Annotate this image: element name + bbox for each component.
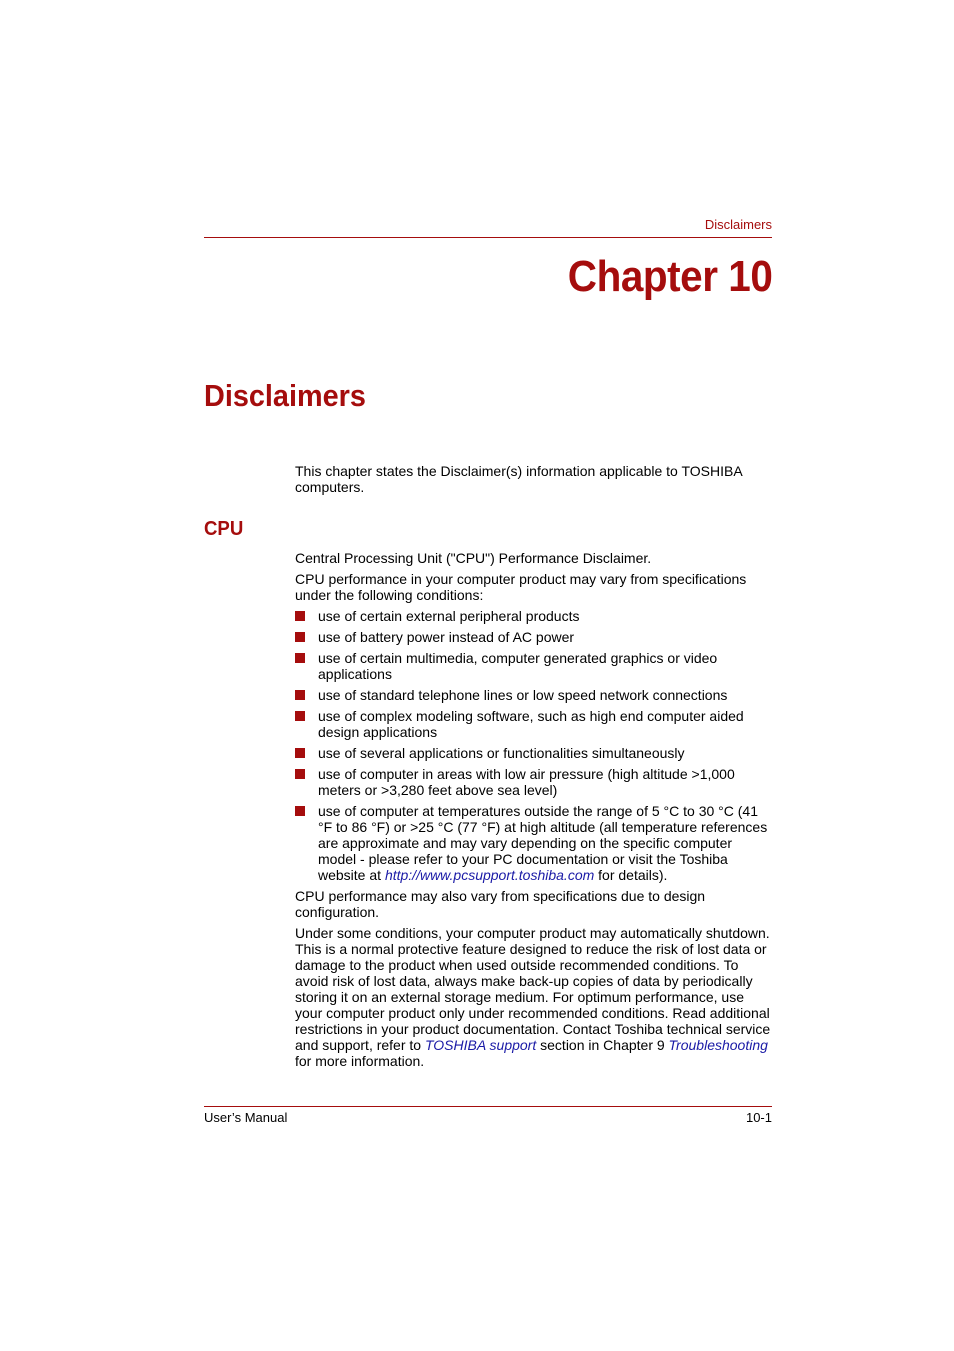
square-bullet-icon	[295, 653, 305, 663]
cpu-paragraph-4-end: for more information.	[295, 1053, 425, 1069]
conditions-list	[295, 608, 772, 883]
intro-paragraph: This chapter states the Disclaimer(s) information applicable to TOSHIBA computers.	[295, 463, 742, 495]
list-item	[295, 629, 772, 645]
square-bullet-icon	[295, 806, 305, 816]
list-item-text: use of battery power instead of AC power	[318, 629, 575, 645]
list-item-text: use of standard telephone lines or low speed network connections	[318, 687, 728, 703]
list-item-text: use of complex modeling software, such as high end computer aided design applications	[318, 708, 744, 740]
running-header: Disclaimers	[704, 217, 772, 232]
cpu-paragraph-4-text: Under some conditions, your computer product may automatically shutdown. This is a normal protective feature designed to reduce the risk of lost data or damage to the product when used outside recommended conditions. To avoid risk of lost data, always make back-up copies of data by periodically storing it on an external storage medium. For optimum performance, use your computer product only under recommended conditions. Read additional restrictions in your product documentation. Contact Toshiba technical service and support, refer to	[295, 925, 771, 1053]
cpu-paragraph-1: Central Processing Unit ("CPU") Performance Disclaimer.	[295, 550, 652, 566]
toshiba-support-link[interactable]: TOSHIBA support	[424, 1037, 537, 1053]
square-bullet-icon	[295, 748, 305, 758]
cpu-heading: CPU	[204, 518, 244, 540]
list-item-text: use of certain multimedia, computer generated graphics or video applications	[318, 650, 718, 682]
list-item	[295, 650, 772, 682]
square-bullet-icon	[295, 690, 305, 700]
list-item	[295, 803, 772, 883]
list-item-text: use of certain external peripheral products	[318, 608, 580, 624]
list-item	[295, 745, 772, 761]
header-rule	[204, 237, 772, 238]
cpu-paragraph-4	[295, 925, 772, 1069]
square-bullet-icon	[295, 611, 305, 621]
square-bullet-icon	[295, 632, 305, 642]
pcsupport-link[interactable]: http://www.pcsupport.toshiba.com	[384, 867, 595, 883]
square-bullet-icon	[295, 711, 305, 721]
list-item	[295, 608, 772, 624]
square-bullet-icon	[295, 769, 305, 779]
list-item-text: use of computer at temperatures outside the range of 5 °C to 30 °C (41 °F to 86 °F) or >25 °C (77 °F) at high altitude (all temperature references are approximate and may vary depending on the specific computer model - please refer to your PC documentation or visit the Toshiba website at	[318, 803, 768, 883]
cpu-paragraph-2: CPU performance in your computer product may vary from specifications under the following conditions:	[295, 571, 747, 603]
chapter-title: Chapter 10	[567, 252, 772, 301]
page-number: 10-1	[745, 1110, 772, 1125]
cpu-paragraph-4-mid: section in Chapter 9	[536, 1037, 669, 1053]
list-item-text-end: for details).	[594, 867, 668, 883]
cpu-paragraph-3: CPU performance may also vary from specifications due to design configuration.	[295, 888, 706, 920]
footer-rule	[204, 1106, 772, 1107]
list-item	[295, 766, 772, 798]
troubleshooting-link[interactable]: Troubleshooting	[668, 1037, 768, 1053]
list-item	[295, 708, 772, 740]
cpu-section-body	[295, 550, 772, 1074]
list-item	[295, 687, 772, 703]
list-item-text: use of several applications or functionalities simultaneously	[318, 745, 685, 761]
list-item-text: use of computer in areas with low air pressure (high altitude >1,000 meters or >3,280 feet above sea level)	[318, 766, 735, 798]
section-title: Disclaimers	[204, 378, 366, 413]
footer-manual-title: User’s Manual	[204, 1110, 288, 1125]
